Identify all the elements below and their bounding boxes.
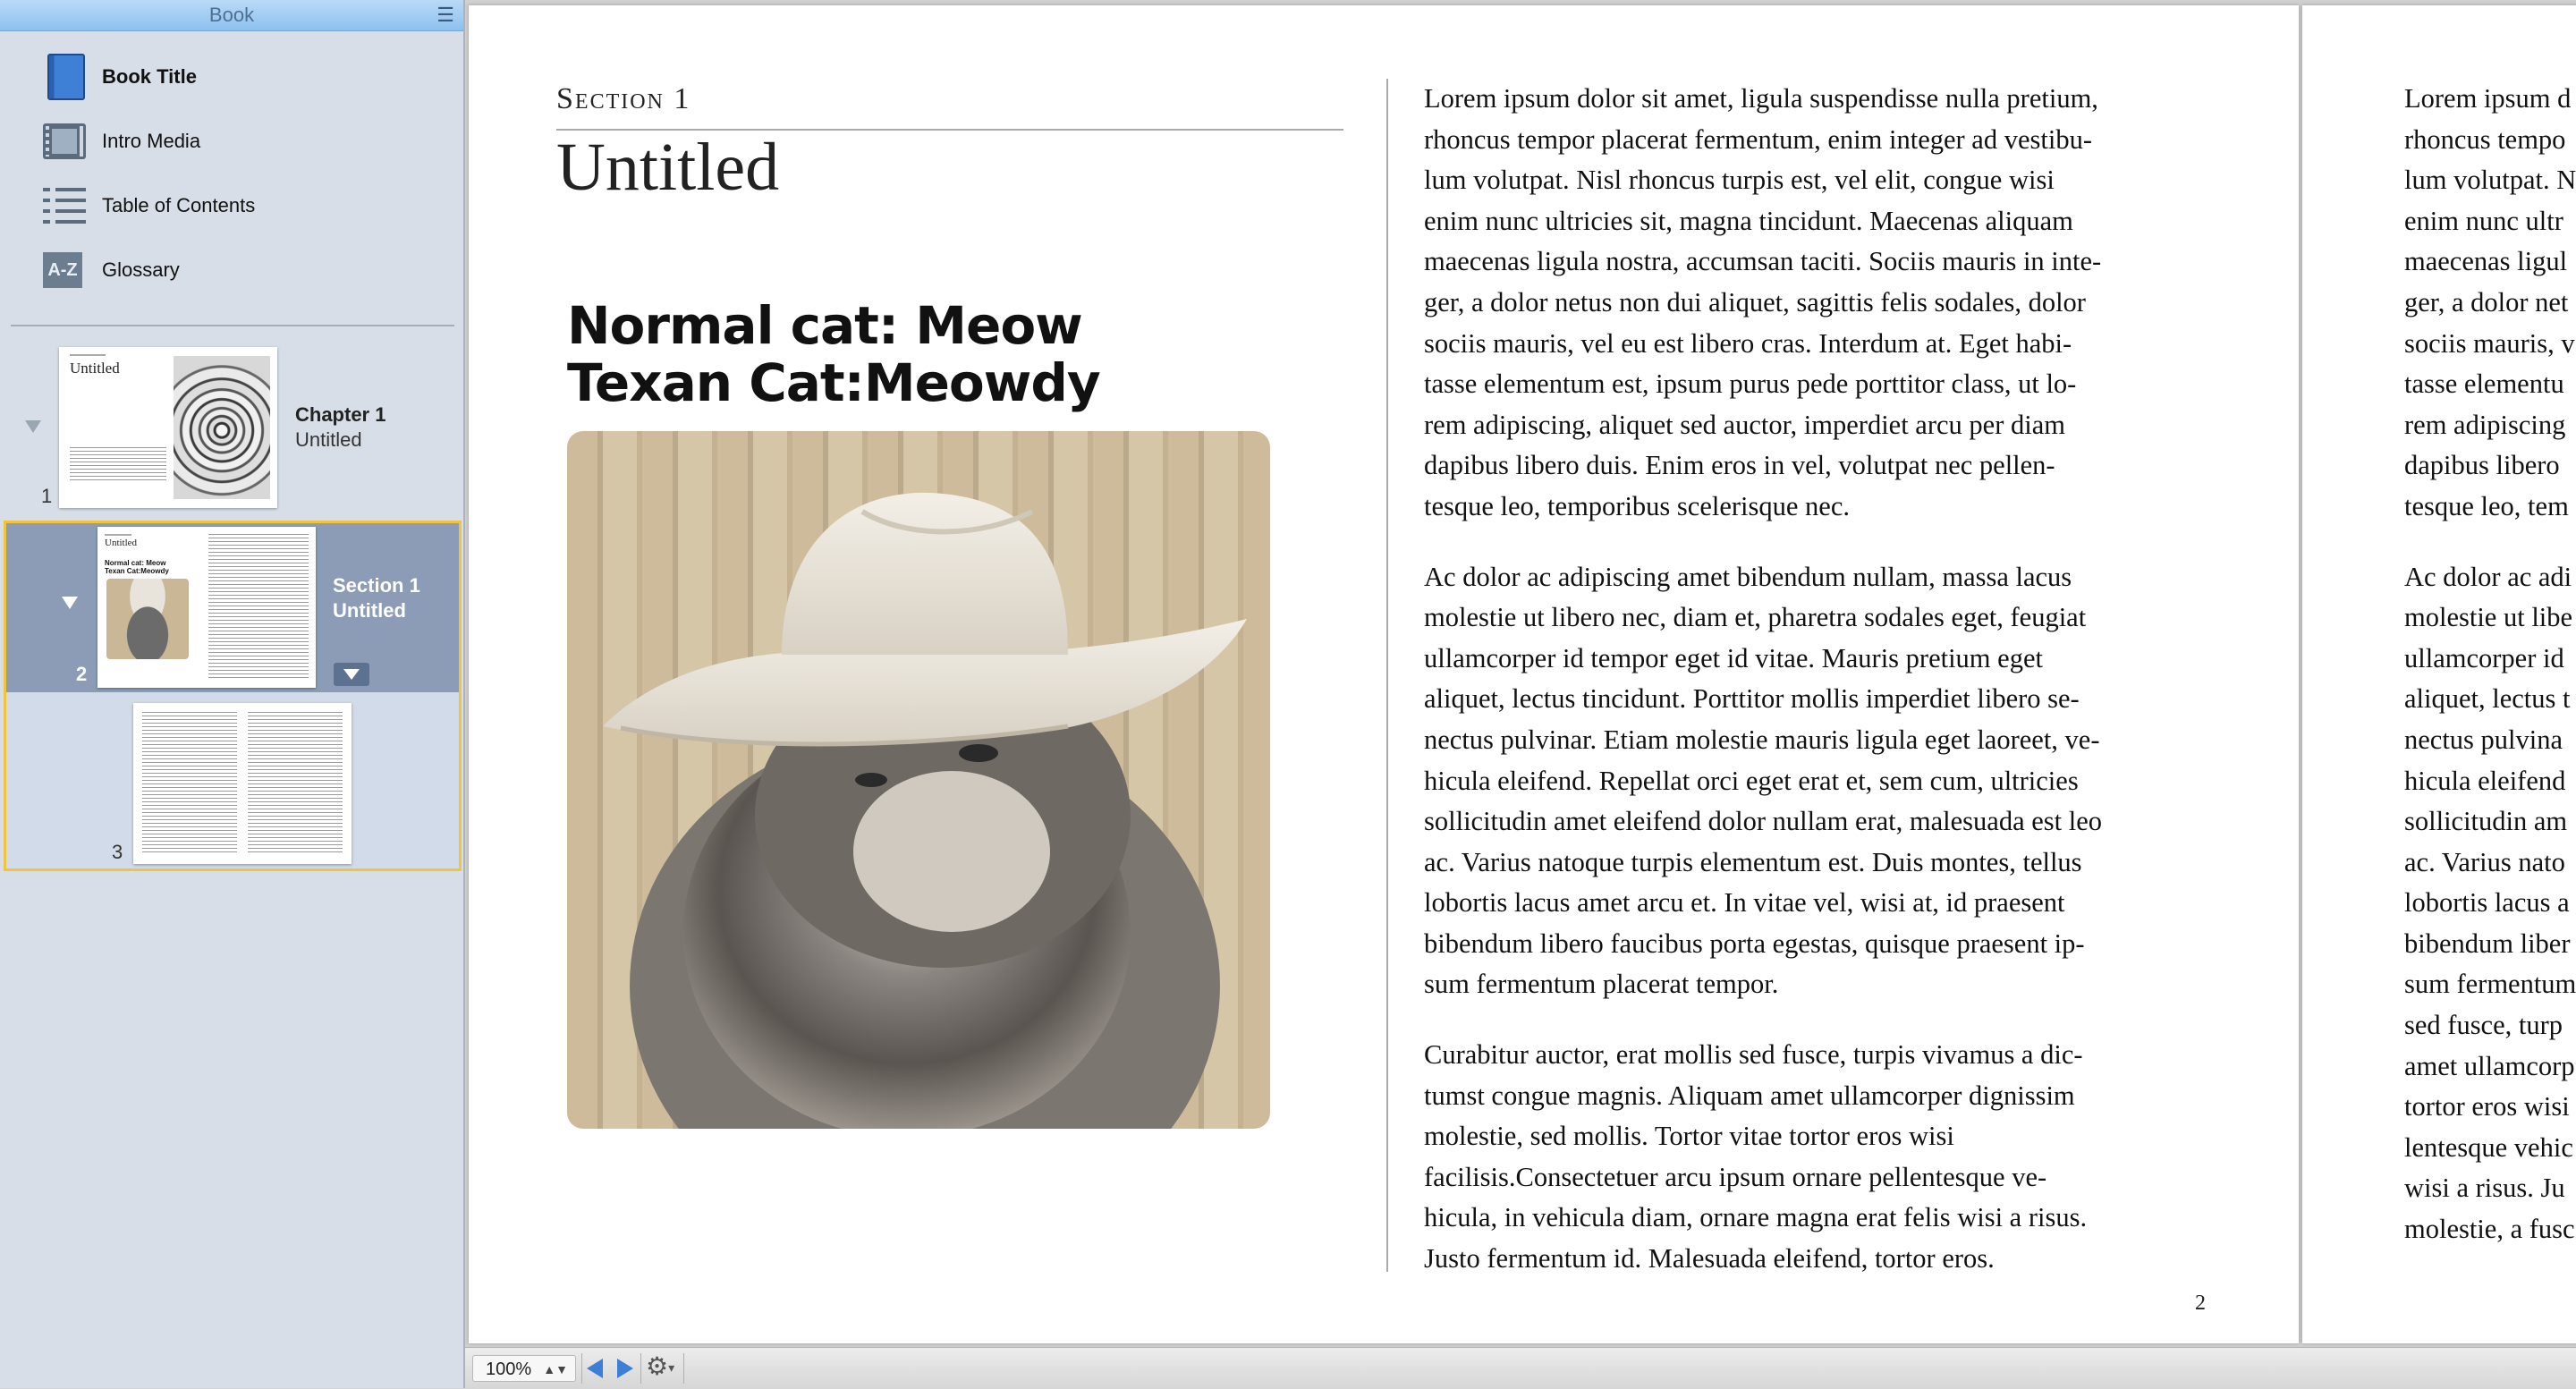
flower-icon: [174, 356, 270, 499]
page-number: 1: [41, 485, 53, 507]
book-icon: [43, 54, 89, 100]
text-line: dapibus libero duis. Enim eros in vel, volutpat nec pellen-: [1424, 450, 2055, 481]
meme-caption-line-2: Texan Cat:Meowdy: [567, 352, 1100, 413]
chapter-thumbnail[interactable]: [59, 347, 277, 508]
column-rule: [1386, 79, 1388, 1272]
triangle-right-icon[interactable]: [617, 1359, 633, 1378]
text-line: lobortis lacus a: [2404, 887, 2570, 919]
sidebar-section-row[interactable]: [4, 521, 462, 692]
book-canvas[interactable]: [465, 0, 2576, 1347]
disclosure-triangle-icon[interactable]: [25, 420, 41, 433]
az-icon: A-Z: [43, 247, 89, 293]
text-line: bibendum libero faucibus porta egestas, quisque praesent ip-: [1424, 927, 2085, 959]
text-line: Lorem ipsum d: [2404, 83, 2572, 114]
triangle-left-icon[interactable]: [587, 1359, 603, 1378]
sidebar-title: Book: [208, 4, 255, 26]
text-line: Ac dolor ac adi: [2404, 561, 2572, 592]
zoom-value: 100%: [486, 1359, 532, 1379]
text-line: aliquet, lectus tincidunt. Porttitor mollis imperdiet libero se-: [1424, 683, 2080, 715]
book-page-next[interactable]: [2302, 5, 2576, 1343]
text-line: tortor eros wisi: [2404, 1091, 2570, 1122]
text-line: hicula eleifend. Repellat orci eget erat et, sem cum, ultricies: [1424, 765, 2079, 796]
cat-thumbnail-icon: [106, 579, 189, 659]
collapse-icon[interactable]: ☰: [436, 4, 454, 26]
text-line: sociis mauris, v: [2404, 327, 2575, 359]
text-line: hicula, in vehicula diam, ornare magna erat felis wisi a risus.: [1424, 1202, 2088, 1233]
zoom-select[interactable]: [472, 1355, 576, 1382]
text-line: sed fusce, turp: [2404, 1010, 2563, 1041]
sidebar-item-label: Intro Media: [102, 130, 201, 152]
text-line: [2404, 528, 2576, 557]
page-number: 2: [76, 663, 88, 685]
text-line: lentesque vehic: [2404, 1131, 2573, 1163]
page-number: 2: [2195, 1292, 2206, 1315]
section-subtitle: Untitled: [333, 599, 406, 622]
text-line: tumst congue magnis. Aliquam amet ullamcorper dignissim: [1424, 1080, 2075, 1111]
text-line: [1424, 1005, 2102, 1035]
text-line: Ac dolor ac adipiscing amet bibendum nullam, massa lacus: [1424, 561, 2072, 592]
text-line: molestie, a fusc: [2404, 1214, 2575, 1245]
text-line: Lorem ipsum dolor sit amet, ligula suspendisse nulla pretium,: [1424, 83, 2098, 114]
body-text-next[interactable]: [2404, 79, 2576, 1250]
text-line: ullamcorper id: [2404, 642, 2564, 673]
text-line: nectus pulvina: [2404, 724, 2563, 755]
page3-thumbnail[interactable]: [133, 703, 352, 864]
text-line: ger, a dolor net: [2404, 286, 2569, 318]
text-line: rhoncus tempor placerat fermentum, enim integer ad vestibu-: [1424, 123, 2092, 155]
page-title[interactable]: Untitled: [556, 130, 780, 205]
text-line: tasse elementum est, ipsum purus pede porttitor class, ut lo-: [1424, 368, 2077, 400]
meme-caption: [567, 297, 1100, 411]
sidebar-chapter-row[interactable]: [0, 340, 463, 519]
text-line: molestie, sed mollis. Tortor vitae tortor eros wisi: [1424, 1121, 1954, 1152]
sidebar-item-label: Glossary: [102, 258, 180, 281]
text-line: lum volutpat. N: [2404, 165, 2576, 196]
text-line: enim nunc ultricies sit, magna tincidunt. Maecenas aliquam: [1424, 205, 2073, 236]
text-line: sum fermentum placerat tempor.: [1424, 969, 1779, 1000]
text-line: aliquet, lectus t: [2404, 683, 2571, 715]
meme-image[interactable]: [555, 288, 1270, 1129]
text-line: ac. Varius natoque turpis elementum est. Duis montes, tellus: [1424, 846, 2082, 877]
text-line: molestie ut libe: [2404, 602, 2573, 633]
chapter-subtitle: Untitled: [295, 428, 362, 451]
film-icon: [43, 118, 89, 165]
meme-caption-line-1: Normal cat: Meow: [567, 295, 1082, 356]
text-line: hicula eleifend: [2404, 765, 2566, 796]
thumb-caption-1: Normal cat: Meow: [105, 559, 166, 567]
sidebar-item-label: Book Title: [102, 65, 197, 88]
sidebar-item-table-of-contents[interactable]: [43, 179, 255, 233]
cat-photo: [567, 431, 1270, 1129]
sidebar-page-row[interactable]: [4, 692, 462, 871]
text-line: rem adipiscing: [2404, 409, 2566, 440]
text-line: wisi a risus. Ju: [2404, 1173, 2565, 1204]
text-line: ac. Varius nato: [2404, 846, 2565, 877]
body-text[interactable]: [1424, 79, 2102, 1280]
text-line: bibendum liber: [2404, 927, 2571, 959]
sidebar-divider: [11, 325, 454, 326]
text-line: tesque leo, tem: [2404, 490, 2569, 521]
text-line: sollicitudin amet eleifend dolor nullam erat, malesuada est leo: [1424, 806, 2103, 837]
disclosure-triangle-icon[interactable]: [62, 597, 78, 609]
text-line: rem adipiscing, aliquet sed auctor, imperdiet arcu per diam: [1424, 409, 2065, 440]
text-line: nectus pulvinar. Etiam molestie mauris ligula eget laoreet, ve-: [1424, 724, 2100, 755]
section-thumbnail[interactable]: [97, 527, 316, 688]
text-line: lobortis lacus amet arcu et. In vitae vel, wisi at, id praesent: [1424, 887, 2065, 919]
text-line: enim nunc ultr: [2404, 205, 2563, 236]
text-line: [1424, 528, 2102, 557]
text-line: maecenas ligul: [2404, 246, 2568, 277]
text-line: ullamcorper id tempor eget id vitae. Mauris pretium eget: [1424, 642, 2043, 673]
text-line: facilisis.Consectetuer arcu ipsum ornare pellentesque ve-: [1424, 1161, 2047, 1192]
page-number: 3: [112, 841, 123, 863]
text-line: ger, a dolor netus non dui aliquet, sagittis felis sodales, dolor: [1424, 286, 2086, 318]
thumb-caption-2: Texan Cat:Meowdy: [105, 567, 169, 575]
gear-icon[interactable]: ⚙▾: [646, 1352, 675, 1380]
updown-arrows-icon: ▲▼: [543, 1362, 568, 1376]
text-line: tasse elementu: [2404, 368, 2564, 400]
text-line: molestie ut libero nec, diam et, pharetra sodales eget, feugiat: [1424, 602, 2087, 633]
section-label: Section 1: [333, 574, 420, 597]
sidebar-item-glossary[interactable]: [43, 243, 180, 297]
text-line: tesque leo, temporibus scelerisque nec.: [1424, 490, 1850, 521]
chapter-label: Chapter 1: [295, 403, 386, 426]
thumb-title: Untitled: [70, 360, 120, 377]
sidebar-item-intro-media[interactable]: [43, 114, 200, 168]
text-line: sum fermentum: [2404, 969, 2576, 1000]
text-line: lum volutpat. Nisl rhoncus turpis est, vel elit, congue wisi: [1424, 165, 2055, 196]
text-line: Curabitur auctor, erat mollis sed fusce, turpis vivamus a dic-: [1424, 1039, 2083, 1071]
sidebar-item-label: Table of Contents: [102, 194, 256, 216]
text-line: dapibus libero: [2404, 450, 2560, 481]
text-line: maecenas ligula nostra, accumsan taciti. Sociis mauris in inte-: [1424, 246, 2102, 277]
list-icon: [43, 182, 89, 229]
sidebar-item-book-title[interactable]: [43, 50, 197, 104]
book-page[interactable]: [469, 5, 2299, 1343]
text-line: Justo fermentum id. Malesuada eleifend, tortor eros.: [1424, 1243, 1995, 1275]
text-line: sociis mauris, vel eu est libero cras. Interdum at. Eget habi-: [1424, 327, 2072, 359]
section-dropdown-button[interactable]: [334, 663, 369, 686]
text-line: sollicitudin am: [2404, 806, 2568, 837]
sidebar-header: [0, 0, 463, 31]
cat-in-cowboy-hat-icon: [567, 431, 1270, 1129]
status-bar: [465, 1347, 2576, 1389]
thumb-title: Untitled: [105, 538, 138, 548]
text-line: rhoncus tempo: [2404, 123, 2566, 155]
section-heading[interactable]: Section 1: [556, 82, 691, 115]
book-sidebar: [0, 0, 465, 1388]
text-line: amet ullamcorp: [2404, 1050, 2575, 1081]
